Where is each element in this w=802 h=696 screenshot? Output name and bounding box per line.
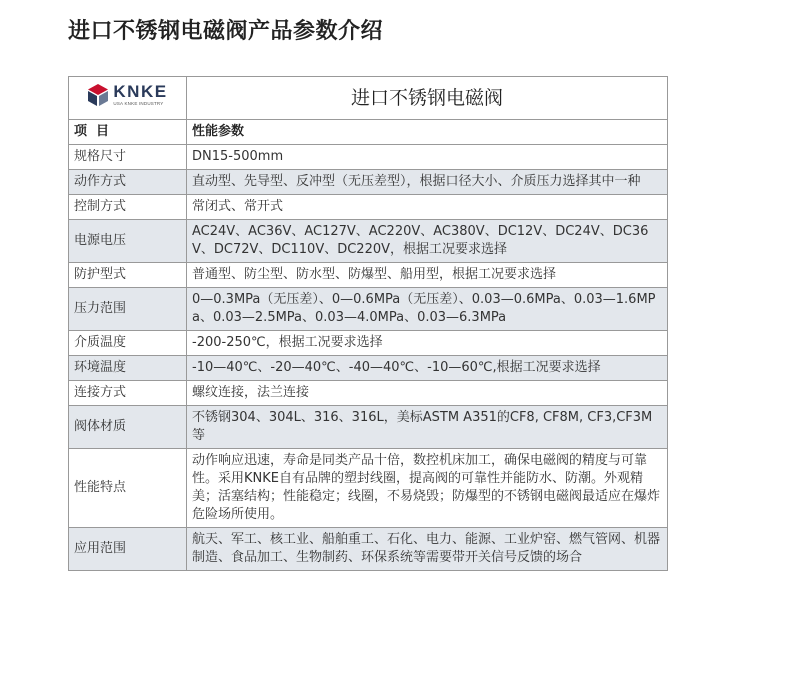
row-label: 控制方式 bbox=[69, 195, 187, 220]
row-label: 介质温度 bbox=[69, 331, 187, 356]
column-header-row bbox=[69, 120, 668, 145]
table-row bbox=[69, 145, 668, 170]
table-row bbox=[69, 170, 668, 195]
page-title: 进口不锈钢电磁阀产品参数介绍 bbox=[68, 19, 384, 44]
row-label: 应用范围 bbox=[69, 528, 187, 571]
table-row bbox=[69, 381, 668, 406]
brand-subtitle: USA KNKE INDUSTRY bbox=[113, 101, 164, 106]
row-label: 规格尺寸 bbox=[69, 145, 187, 170]
column-header-performance: 性能参数 bbox=[187, 120, 668, 145]
row-label: 动作方式 bbox=[69, 170, 187, 195]
table-row bbox=[69, 331, 668, 356]
row-value: AC24V、AC36V、AC127V、AC220V、AC380V、DC12V、DC24V、DC36V、DC72V、DC110V、DC220V，根据工况要求选择 bbox=[187, 220, 668, 263]
table-row bbox=[69, 288, 668, 331]
row-value: 普通型、防尘型、防水型、防爆型、船用型，根据工况要求选择 bbox=[187, 263, 668, 288]
table-row bbox=[69, 406, 668, 449]
row-value: 不锈钢304、304L、316、316L，美标ASTM A351的CF8, CF8M, CF3,CF3M等 bbox=[187, 406, 668, 449]
row-label: 阀体材质 bbox=[69, 406, 187, 449]
product-name: 进口不锈钢电磁阀 bbox=[187, 77, 668, 120]
knke-logo-icon bbox=[87, 83, 109, 107]
row-label: 压力范围 bbox=[69, 288, 187, 331]
table-row bbox=[69, 195, 668, 220]
brand-name: KNKE bbox=[113, 82, 168, 101]
table-row bbox=[69, 356, 668, 381]
row-value: 动作响应迅速，寿命是同类产品十倍，数控机床加工，确保电磁阀的精度与可靠性。采用KNKE自有品牌的塑封线圈，提高阀的可靠性并能防水、防潮。外观精美；活塞结构；性能稳定；线圈，不易烧毁；防爆型的不锈钢电磁阀最适应在爆炸危险场所使用。 bbox=[187, 449, 668, 528]
row-label: 环境温度 bbox=[69, 356, 187, 381]
table-row bbox=[69, 263, 668, 288]
row-value: 航天、军工、核工业、船舶重工、石化、电力、能源、工业炉窑、燃气管网、机器制造、食品加工、生物制药、环保系统等需要带开关信号反馈的场合 bbox=[187, 528, 668, 571]
row-value: 直动型、先导型、反冲型（无压差型），根据口径大小、介质压力选择其中一种 bbox=[187, 170, 668, 195]
row-value: 螺纹连接，法兰连接 bbox=[187, 381, 668, 406]
row-value: DN15-500mm bbox=[187, 145, 668, 170]
table-row bbox=[69, 449, 668, 528]
row-label: 性能特点 bbox=[69, 449, 187, 528]
table-row bbox=[69, 220, 668, 263]
row-label: 连接方式 bbox=[69, 381, 187, 406]
row-label: 电源电压 bbox=[69, 220, 187, 263]
table-row bbox=[69, 528, 668, 571]
brand-logo bbox=[87, 83, 167, 107]
row-value: 常闭式、常开式 bbox=[187, 195, 668, 220]
spec-table bbox=[68, 76, 668, 571]
row-value: -10—40℃、-20—40℃、-40—40℃、-10—60℃,根据工况要求选择 bbox=[187, 356, 668, 381]
row-value: -200-250℃，根据工况要求选择 bbox=[187, 331, 668, 356]
row-value: 0—0.3MPa（无压差）、0—0.6MPa（无压差）、0.03—0.6MPa、0.03—1.6MPa、0.03—2.5MPa、0.03—4.0MPa、0.03—6.3MPa bbox=[187, 288, 668, 331]
table-header-row bbox=[69, 77, 668, 120]
logo-cell bbox=[69, 77, 187, 120]
row-label: 防护型式 bbox=[69, 263, 187, 288]
column-header-item: 项 目 bbox=[69, 120, 187, 145]
